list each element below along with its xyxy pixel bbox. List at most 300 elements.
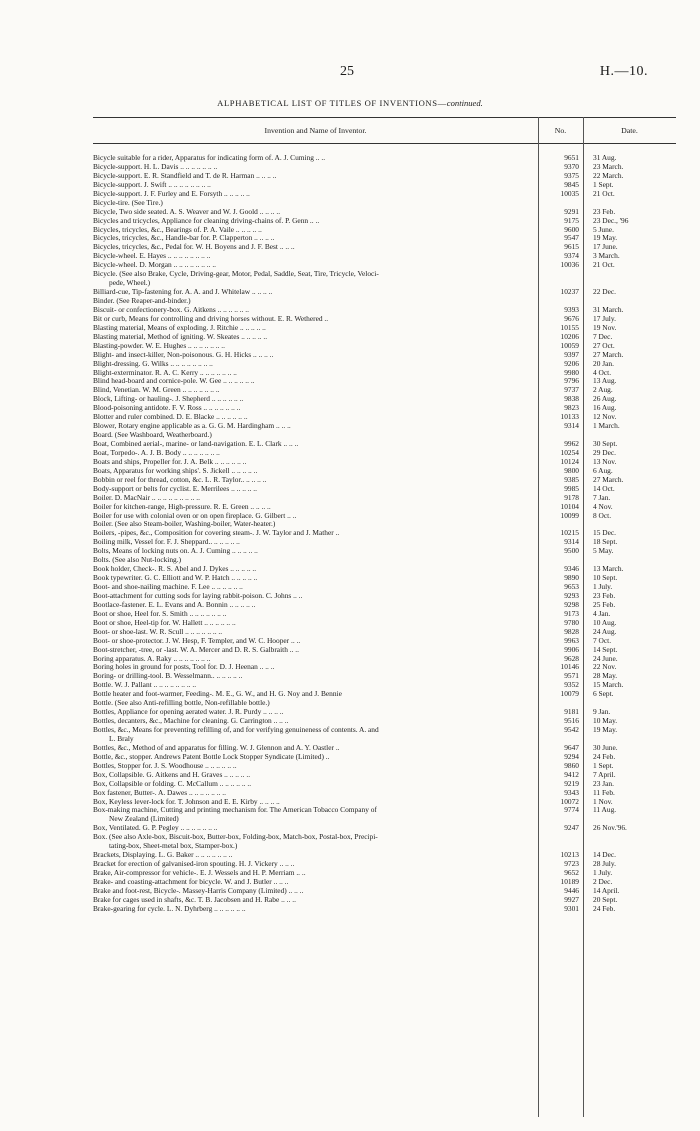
header-bottom-rule [93, 143, 676, 144]
patent-date: 10 Sept. [593, 573, 618, 583]
patent-number: 9838 [564, 394, 579, 404]
list-item [93, 869, 676, 878]
invention-title: Bottle. W. J. Pallant .. .. .. .. .. .. .. .. [93, 681, 197, 690]
list-item [93, 762, 676, 771]
invention-title: Bolts, Means of locking nuts on. A. J. Cuming .. .. .. .. .. [93, 547, 258, 556]
invention-title: Bobbin or reel for thread, cotton, &c. L. R. Taylor.. .. .. .. .. [93, 475, 267, 484]
patent-number: 9301 [564, 903, 579, 913]
invention-title: Book holder, Check-. R. S. Abel and J. Dykes .. .. .. .. .. [93, 565, 257, 574]
list-item [93, 637, 676, 646]
patent-date: 14 April. [593, 885, 620, 895]
patent-date: 15 March. [593, 680, 624, 690]
patent-date: 27 Oct. [593, 340, 615, 350]
patent-date: 4 Nov. [593, 501, 613, 511]
invention-title: tating-box, Sheet-metal box, Stamper-box.) [109, 842, 238, 851]
list-item [93, 234, 676, 243]
invention-title: Bicycle. (See also Brake, Cycle, Driving-gear, Motor, Pedal, Saddle, Seat, Tire, Tricycle, Veloci- [93, 270, 379, 279]
list-item [93, 574, 676, 583]
patent-date: 29 Dec. [593, 447, 616, 457]
patent-date: 13 Nov. [593, 456, 617, 466]
list-item [93, 386, 676, 395]
patent-date: 26 Aug. [593, 394, 617, 404]
patent-date: 6 Sept. [593, 689, 614, 699]
list-item [93, 520, 676, 529]
patent-date: 23 March. [593, 161, 624, 171]
patent-date: 4 Oct. [593, 367, 612, 377]
patent-number: 9600 [564, 224, 579, 234]
patent-number: 9653 [564, 582, 579, 591]
list-item [93, 413, 676, 422]
list-item [93, 422, 676, 431]
list-item [93, 655, 676, 664]
list-item [93, 717, 676, 726]
invention-title: Box, Collapsible or folding. C. McCallum .. .. .. .. .. .. [93, 779, 252, 788]
patent-number: 9962 [564, 439, 579, 448]
list-item [93, 789, 676, 798]
list-item [93, 431, 676, 440]
invention-title: Boot- and shoe-nailing machine. F. Lee .. .. .. .. .. .. [93, 583, 243, 591]
list-item [93, 887, 676, 896]
patent-number: 9291 [564, 206, 579, 216]
list-item [93, 351, 676, 360]
patent-number: 9370 [564, 161, 579, 171]
invention-title: Brake- and coasting-attachment for bicycle. W. and J. Butler .. .. .. [93, 877, 289, 886]
list-item [93, 592, 676, 601]
list-item [93, 726, 676, 735]
invention-title: Blasting-powder. W. E. Hughes .. .. .. .. .. .. .. [93, 341, 225, 350]
patent-number: 9780 [564, 617, 579, 627]
patent-date: 2 Aug. [593, 385, 613, 395]
list-item [93, 896, 676, 905]
patent-date: 11 Aug. [593, 805, 617, 815]
invention-title: Bicycle suitable for a rider, Apparatus for indicating form of. A. J. Cuming .. .. [93, 154, 326, 162]
patent-number: 9314 [564, 537, 579, 547]
invention-title: Brake, Air-compressor for vehicle-. E. J. Wessels and H. P. Merriam .. .. [93, 869, 306, 877]
list-item [93, 735, 676, 744]
invention-title: Boiler. D. MacNair .. .. .. .. .. .. .. .. .. [93, 493, 200, 502]
invention-title: Bicycles, tricycles, &c., Bearings of. P. A. Vaile .. .. .. .. .. [93, 225, 262, 234]
patent-number: 10189 [560, 876, 579, 886]
patent-number: 9651 [564, 153, 579, 162]
list-item [93, 217, 676, 226]
invention-title: Boiler for use with colonial oven or on open fireplace. G. Gilbert .. .. [93, 511, 297, 520]
list-item [93, 842, 676, 851]
invention-title: Boilers, -pipes, &c., Composition for covering steam-. J. W. Taylor and J. Mather .. [93, 529, 340, 538]
patent-date: 22 Dec. [593, 287, 616, 297]
invention-title: Bottles, &c., Means for preventing refilling of, and for verifying genuineness of contents. A. and [93, 726, 379, 734]
invention-title: Brake for cages used in shafts, &c. T. B. Jacobsen and H. Rabe .. .. .. [93, 895, 296, 904]
patent-number: 9206 [564, 358, 579, 368]
patent-date: 19 May. [593, 725, 618, 734]
title-tail: continued. [446, 98, 483, 108]
patent-number: 9800 [564, 465, 579, 475]
list-item [93, 878, 676, 887]
list-item [93, 538, 676, 547]
patent-number: 9178 [564, 492, 579, 502]
patent-date: 24 Feb. [593, 903, 616, 913]
patent-date: 1 Sept. [593, 760, 614, 770]
invention-title: Blasting material, Method of igniting. W. Skeates .. .. .. .. .. [93, 332, 268, 341]
patent-number: 9175 [564, 215, 579, 225]
list-item [93, 485, 676, 494]
invention-title: Boiler. (See also Steam-boiler, Washing-boiler, Water-heater.) [93, 520, 276, 529]
invention-title: Bottles, &c., Method of and apparatus for filling. W. J. Glennon and A. Y. Oastler .. [93, 743, 340, 752]
column-header-invention: Invention and Name of Inventor. [264, 126, 367, 135]
list-item [93, 628, 676, 637]
patent-date: 21 Oct. [593, 260, 615, 270]
invention-title: Bolts. (See also Nut-locking.) [93, 556, 182, 565]
patent-date: 1 Nov. [593, 796, 613, 806]
list-item [93, 190, 676, 199]
patent-date: 15 Dec. [593, 528, 616, 538]
patent-date: 9 Jan. [593, 707, 611, 717]
invention-title: Bicycle-support. J. Swift .. .. .. .. .. .. .. .. [93, 180, 211, 189]
list-item [93, 288, 676, 297]
list-item [93, 377, 676, 386]
patent-date: 8 Oct. [593, 510, 612, 520]
list-item [93, 619, 676, 628]
patent-date: 27 March. [593, 474, 624, 484]
invention-title: New Zealand (Limited) [109, 815, 179, 824]
invention-title: Bicycle-tire. (See Tire.) [93, 198, 163, 207]
list-item [93, 699, 676, 708]
patent-date: 14 Dec. [593, 850, 616, 860]
invention-title: Boot- or shoe-protector. J. W. Hesp, F. Templer, and W. C. Hooper .. .. [93, 636, 301, 645]
patent-date: 20 Jan. [593, 358, 614, 368]
patent-number: 9652 [564, 868, 579, 877]
invention-title: Boring apparatus. A. Raky .. .. .. .. .. .. .. [93, 654, 211, 663]
list-item [93, 306, 676, 315]
header-top-rule [93, 117, 676, 118]
patent-number: 10133 [560, 412, 579, 422]
list-item [93, 324, 676, 333]
invention-title: Boiling milk, Vessel for. F. J. Sheppard.. .. .. .. .. .. [93, 538, 240, 547]
list-item [93, 833, 676, 842]
list-item [93, 181, 676, 190]
patent-date: 20 Sept. [593, 894, 618, 904]
invention-title: Bicycle-wheel. D. Morgan .. .. .. .. .. .. .. .. [93, 261, 217, 270]
list-item [93, 395, 676, 404]
patent-date: 18 Sept. [593, 537, 618, 547]
invention-title: Body-support or belts for cyclist. E. Merrilees .. .. .. .. .. [93, 484, 258, 493]
patent-number: 10155 [560, 322, 579, 332]
invention-title: Boat, Combined aerial-, marine- or land-navigation. E. L. Clark .. .. .. [93, 440, 299, 448]
patent-date: 7 Jan. [593, 492, 611, 502]
invention-title: Boot-stretcher, -tree, or -last. W. A. Mercer and D. R. S. Galbraith .. .. [93, 645, 299, 654]
patent-date: 23 Jan. [593, 778, 614, 788]
list-item [93, 208, 676, 217]
patent-date: 24 Aug. [593, 626, 617, 636]
patent-number: 9906 [564, 644, 579, 654]
invention-title: Boot- or shoe-last. W. R. Scull .. .. .. .. .. .. .. [93, 627, 223, 636]
list-item [93, 860, 676, 869]
list-item [93, 279, 676, 288]
patent-date: 2 Dec. [593, 876, 613, 886]
invention-title: Brake-gearing for cycle. L. N. Dyhrberg .. .. .. .. .. .. [93, 904, 246, 913]
invention-title: Bottle heater and foot-warmer, Feeding-. M. E., G. W., and H. G. Noy and J. Bennie [93, 690, 342, 699]
patent-date: 10 May. [593, 716, 618, 726]
invention-title: Bottles, decanters, &c., Machine for cleaning. G. Carrington .. .. .. [93, 717, 289, 726]
list-item [93, 226, 676, 235]
list-item [93, 753, 676, 762]
invention-title: Bottle. (See also Anti-refilling bottle, Non-refillable bottle.) [93, 699, 270, 708]
invention-title: Blower, Rotary engine applicable as a. G. G. M. Hardingham .. .. .. [93, 422, 291, 431]
invention-title: L. Braly [109, 734, 134, 743]
invention-title: Boot or shoe, Heel for. S. Smith .. .. .. .. .. .. .. [93, 609, 227, 618]
patent-date: 28 May. [593, 671, 618, 681]
patent-date: 16 Aug. [593, 403, 617, 413]
patent-number: 10237 [560, 287, 579, 297]
page-number: 25 [340, 64, 354, 79]
invention-title: Book typewriter. G. C. Elliott and W. P. Hatch .. .. .. .. .. [93, 574, 258, 583]
list-item [93, 708, 676, 717]
patent-date: 19 May. [593, 233, 618, 243]
list-item [93, 556, 676, 565]
list-item [93, 449, 676, 458]
page-title [0, 98, 700, 108]
patent-date: 23 Feb. [593, 590, 616, 600]
list-item [93, 369, 676, 378]
list-item [93, 252, 676, 261]
patent-date: 27 March. [593, 349, 624, 359]
list-item [93, 905, 676, 914]
patent-number: 10124 [560, 456, 579, 466]
patent-number: 10254 [560, 447, 579, 457]
patent-date: 31 March. [593, 304, 624, 314]
list-item [93, 172, 676, 181]
patent-date: 13 Aug. [593, 376, 617, 386]
invention-title: Blind, Venetian. W. M. Green .. .. .. .. .. .. .. [93, 386, 220, 395]
patent-number: 9796 [564, 376, 579, 386]
invention-title: Board. (See Washboard, Weatherboard.) [93, 431, 212, 440]
list-item [93, 512, 676, 521]
patent-number: 10059 [560, 340, 579, 350]
patent-number: 9927 [564, 894, 579, 904]
patent-number: 9571 [564, 671, 579, 681]
patent-date: 4 Jan. [593, 608, 611, 618]
list-item [93, 806, 676, 815]
list-item [93, 601, 676, 610]
patent-date: 7 Oct. [593, 635, 612, 645]
invention-title: pede, Wheel.) [109, 279, 151, 288]
patent-date: 26 Nov.'96. [593, 823, 627, 833]
list-item [93, 360, 676, 369]
list-item [93, 690, 676, 699]
patent-number: 10146 [560, 662, 579, 672]
invention-title: Blasting material, Means of exploding. J. Ritchie .. .. .. .. .. [93, 323, 266, 332]
patent-number: 9298 [564, 599, 579, 609]
patent-number: 9823 [564, 403, 579, 413]
invention-title: Box fastener, Butter-. A. Dawes .. .. .. .. .. .. .. [93, 788, 226, 797]
patent-date: 17 July. [593, 313, 616, 323]
patent-number: 9181 [564, 707, 579, 717]
patent-number: 10215 [560, 528, 579, 538]
patent-date: 14 Sept. [593, 644, 618, 654]
list-item [93, 297, 676, 306]
list-item [93, 583, 676, 592]
patent-number: 9890 [564, 573, 579, 583]
list-item [93, 610, 676, 619]
invention-title: Bicycle-support. E. R. Standfield and T. de R. Harman .. .. .. .. [93, 171, 277, 180]
list-item [93, 646, 676, 655]
patent-date: 24 June. [593, 653, 618, 663]
patent-number: 10035 [560, 188, 579, 198]
list-item [93, 458, 676, 467]
patent-number: 9723 [564, 859, 579, 869]
invention-title: Box-making machine, Cutting and printing mechanism for. The American Tobacco Company of [93, 806, 377, 815]
patent-number: 10104 [560, 501, 579, 511]
patent-number: 9397 [564, 349, 579, 359]
invention-title: Brake and foot-rest, Bicycle-. Massey-Harris Company (Limited) .. .. .. [93, 886, 304, 895]
list-item [93, 798, 676, 807]
patent-date: 11 Feb. [593, 787, 615, 797]
list-item [93, 163, 676, 172]
list-item [93, 663, 676, 672]
invention-title: Bicycles, tricycles, &c., Handle-bar for. P. Clapperton .. .. .. .. [93, 234, 275, 243]
patent-number: 10036 [560, 260, 579, 270]
patent-number: 9737 [564, 385, 579, 395]
invention-title: Bicycles, tricycles, &c., Pedal for. W. H. Boyens and J. F. Best .. .. .. [93, 243, 295, 252]
patent-date: 7 Dec. [593, 331, 613, 341]
list-item [93, 243, 676, 252]
list-item [93, 744, 676, 753]
invention-title: Boiler for kitchen-range, High-pressure. R. E. Green .. .. .. .. [93, 502, 271, 511]
invention-title: Boring- or drilling-tool. B. Wesselmann.. .. .. .. .. .. [93, 672, 243, 681]
invention-title: Blood-poisoning antidote. F. V. Ross .. .. .. .. .. .. .. [93, 404, 241, 413]
patent-number: 9293 [564, 590, 579, 600]
patent-date: 14 Oct. [593, 483, 615, 493]
patent-number: 9412 [564, 769, 579, 779]
patent-number: 9343 [564, 787, 579, 797]
list-item [93, 851, 676, 860]
invention-title: Blight-exterminator. R. A. C. Kerry .. .. .. .. .. .. .. [93, 368, 237, 377]
patent-number: 9963 [564, 635, 579, 645]
patent-number: 10206 [560, 331, 579, 341]
patent-date: 23 Dec., '96 [593, 215, 629, 225]
patent-number: 9346 [564, 564, 579, 574]
list-item [93, 494, 676, 503]
patent-date: 5 June. [593, 224, 614, 234]
invention-title: Bootlace-fastener. E. L. Evans and A. Bonnin .. .. .. .. .. [93, 600, 256, 609]
patent-date: 12 Nov. [593, 412, 617, 422]
patent-number: 10213 [560, 850, 579, 860]
patent-date: 5 May. [593, 546, 614, 556]
invention-title: Bicycle-support. J. F. Furley and E. Forsyth .. .. .. .. .. [93, 189, 250, 198]
invention-title: Boot or shoe, Heel-tip for. W. Hallett .. .. .. .. .. .. [93, 618, 236, 627]
patent-date: 17 June. [593, 242, 618, 252]
patent-number: 9676 [564, 313, 579, 323]
invention-title: Bicycle-support. H. L. Davis .. .. .. .. .. .. .. [93, 162, 218, 171]
patent-date: 1 July. [593, 582, 613, 591]
patent-date: 28 July. [593, 859, 616, 869]
patent-number: 9516 [564, 716, 579, 726]
invention-title: Blight-dressing. G. Wilks .. .. .. .. .. .. .. .. [93, 359, 213, 368]
patent-number: 9542 [564, 725, 579, 734]
invention-title: Box, Collapsible. G. Aitkens and H. Graves .. .. .. .. .. [93, 770, 251, 779]
list-item [93, 333, 676, 342]
invention-title: Billiard-cue, Tip-fastening for. A. A. and J. Whitelaw .. .. .. .. [93, 288, 273, 297]
patent-number: 9628 [564, 653, 579, 663]
invention-title: Boot-attachment for cutting sods for laying rabbit-poison. C. Johns .. .. [93, 591, 303, 600]
list-item [93, 547, 676, 556]
list-item [93, 404, 676, 413]
invention-title: Biscuit- or confectionery-box. G. Aitkens .. .. .. .. .. .. [93, 305, 249, 314]
patent-date: 1 Sept. [593, 179, 614, 189]
list-item [93, 440, 676, 449]
list-item [93, 672, 676, 681]
patent-number: 9860 [564, 760, 579, 770]
list-item [93, 824, 676, 833]
patent-number: 9314 [564, 421, 579, 431]
patent-number: 9446 [564, 885, 579, 895]
patent-date: 10 Aug. [593, 617, 617, 627]
invention-title: Bottles, Stopper for. J. S. Woodhouse .. .. .. .. .. .. [93, 761, 237, 770]
patent-date: 7 April. [593, 769, 616, 779]
list-item [93, 199, 676, 208]
invention-title: Bicycle, Two side seated. A. S. Weaver and W. J. Goold .. .. .. .. [93, 207, 281, 216]
patent-number: 9985 [564, 483, 579, 493]
patent-date: 6 Aug. [593, 465, 613, 475]
list-item [93, 261, 676, 270]
patent-date: 22 Nov. [593, 662, 617, 672]
list-item [93, 270, 676, 279]
patent-date: 24 Feb. [593, 751, 616, 761]
patent-number: 9173 [564, 608, 579, 618]
list-item [93, 467, 676, 476]
patent-number: 9647 [564, 742, 579, 752]
invention-title: Blind head-board and cornice-pole. W. Gee .. .. .. .. .. .. [93, 377, 255, 386]
patent-date: 19 Nov. [593, 322, 617, 332]
invention-title: Brackets, Displaying. L. G. Baker .. .. .. .. .. .. .. [93, 851, 233, 860]
list-item [93, 476, 676, 485]
invention-title: Binder. (See Reaper-and-binder.) [93, 297, 191, 305]
title-main: ALPHABETICAL LIST OF TITLES OF INVENTIONS— [217, 98, 447, 108]
invention-title: Boats, Apparatus for working ships'. S. Jickell .. .. .. .. .. [93, 466, 258, 475]
patent-date: 30 Sept. [593, 439, 618, 448]
invention-title: Bracket for erection of galvanised-iron spouting. H. J. Vickery .. .. .. [93, 860, 295, 869]
patent-date: 1 July. [593, 868, 613, 877]
patent-number: 9980 [564, 367, 579, 377]
column-header-date: Date. [621, 126, 638, 135]
patent-number: 10079 [560, 689, 579, 699]
patent-number: 9774 [564, 805, 579, 815]
patent-number: 9374 [564, 251, 579, 261]
patent-date: 30 June. [593, 742, 618, 752]
patent-number: 10072 [560, 796, 579, 806]
invention-title: Bottle, &c., stopper. Andrews Patent Bottle Lock Stopper Syndicate (Limited) .. [93, 752, 330, 761]
patent-number: 9845 [564, 179, 579, 189]
invention-title: Blight- and insect-killer, Non-poisonous. G. H. Hicks .. .. .. .. [93, 350, 274, 359]
invention-title: Blotter and ruler combined. D. E. Blacke .. .. .. .. .. .. [93, 413, 248, 422]
invention-title: Box. (See also Axle-box, Biscuit-box, Butter-box, Folding-box, Match-box, Postal-box, Precipi- [93, 833, 378, 842]
patent-number: 9294 [564, 751, 579, 761]
patent-number: 9547 [564, 233, 579, 243]
patent-number: 9219 [564, 778, 579, 788]
patent-number: 9375 [564, 170, 579, 180]
list-item [93, 154, 676, 163]
patent-date: 1 March. [593, 421, 620, 431]
invention-title: Boring holes in ground for posts, Tool for. D. J. Heenan .. .. .. [93, 663, 275, 672]
invention-title: Bicycle-wheel. E. Hayes .. .. .. .. .. .. .. .. [93, 252, 211, 261]
patent-number: 9385 [564, 474, 579, 484]
patent-number: 9393 [564, 304, 579, 314]
invention-title: Boat, Torpedo-. A. J. B. Body .. .. .. .. .. .. .. [93, 448, 220, 457]
list-item [93, 771, 676, 780]
invention-title: Boats and ships, Propeller for. J. A. Belk .. .. .. .. .. .. [93, 457, 247, 466]
patent-date: 31 Aug. [593, 153, 617, 162]
list-item [93, 342, 676, 351]
inventions-list [93, 154, 676, 914]
